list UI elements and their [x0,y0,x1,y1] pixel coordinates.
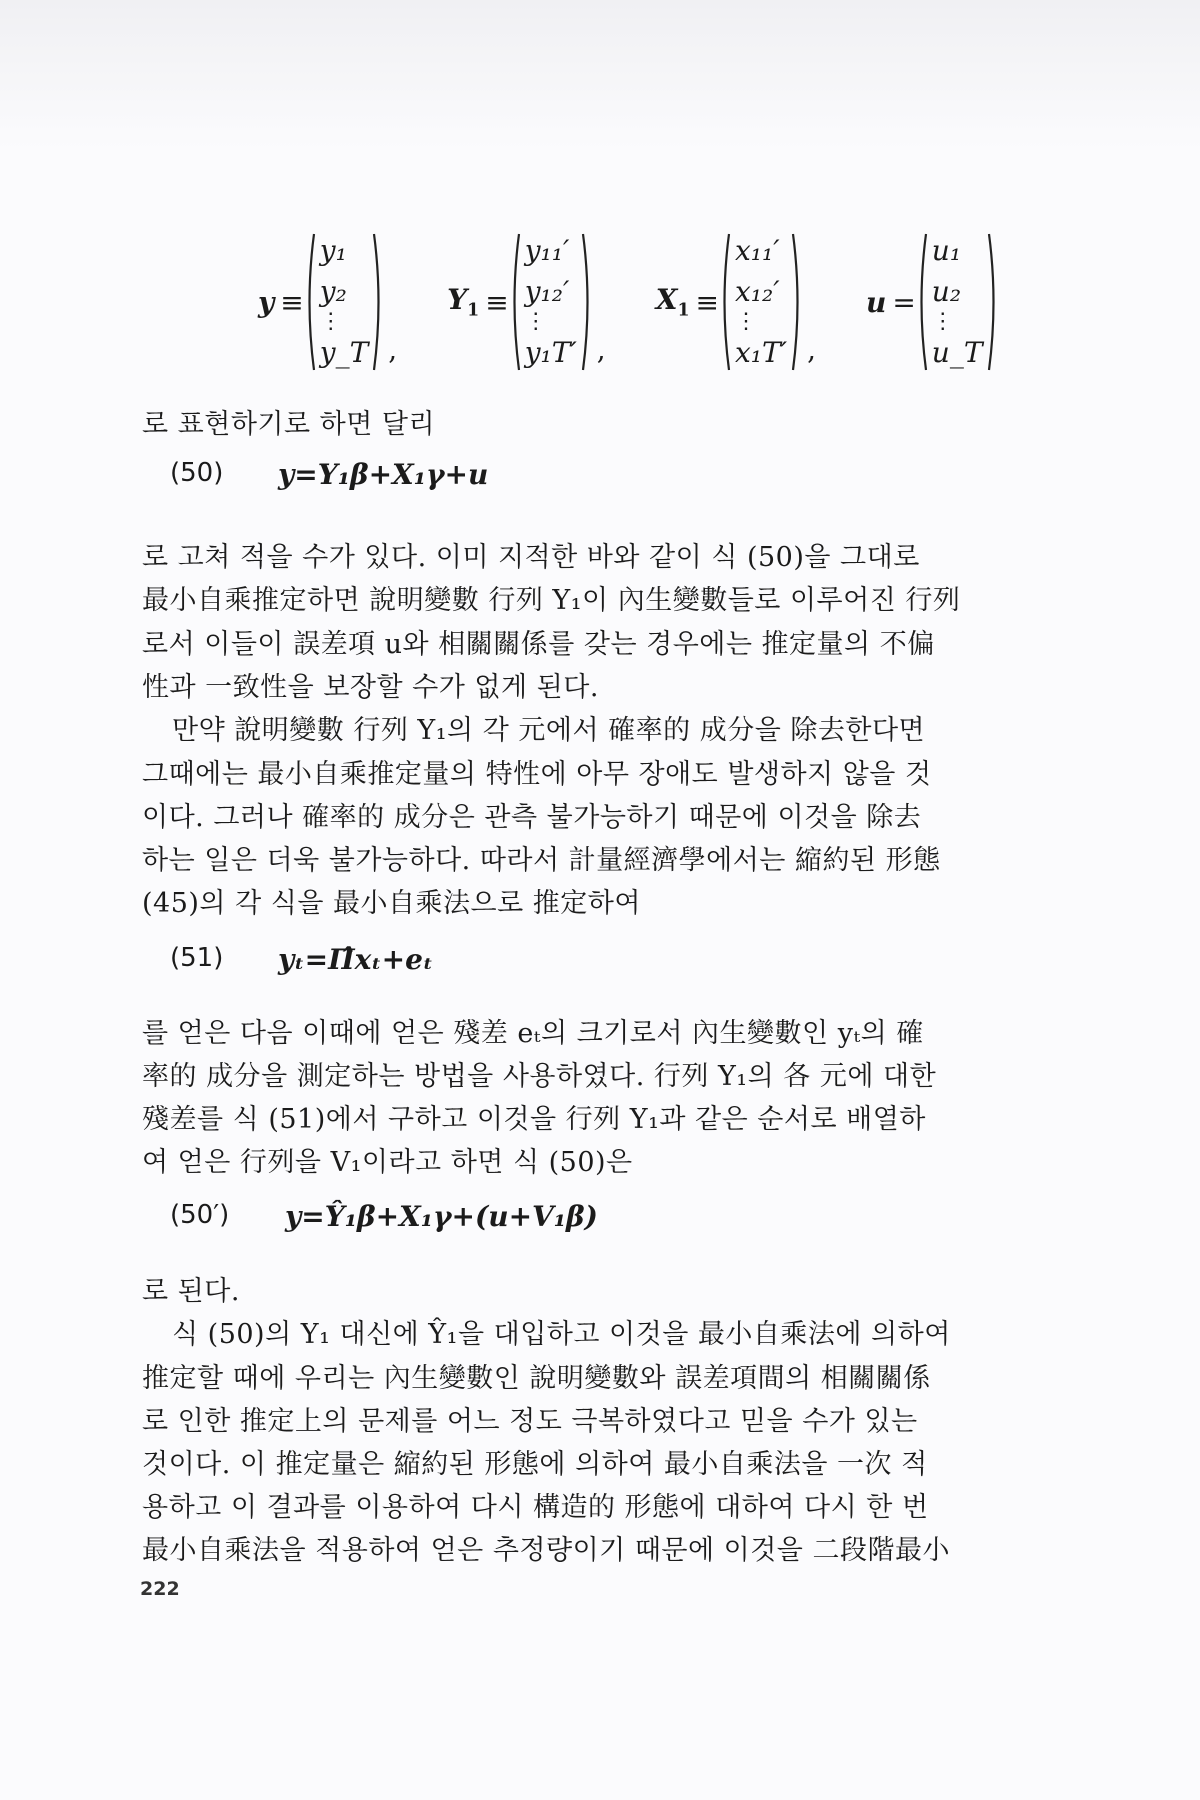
text-line: 로 인한 推定上의 문제를 어느 정도 극복하였다고 믿을 수가 있는 [142,1406,918,1437]
vector-label: $X_1$ [655,283,690,321]
vector-entry: x₁T′ [735,335,788,369]
text-line: 하는 일은 더욱 불가능하다. 따라서 計量經濟學에서는 縮約된 形態 [142,845,941,876]
vector-entry: y₂ [319,274,347,308]
equals-sign: = [892,285,916,319]
vector-entries [928,236,987,368]
text-line: 로 표현하기로 하면 달리 [142,409,436,440]
left-paren [719,232,731,372]
left-paren [304,232,316,372]
vector-entry: u₁ [931,234,962,267]
text-line: 그때에는 最小自乘推定量의 特性에 아무 장애도 발생하지 않을 것 [142,759,932,790]
equiv-sign: ≡ [485,285,509,319]
text-line: 식 (50)의 Y₁ 대신에 Ŷ₁을 대입하고 이것을 最小自乘法에 의하여 [172,1319,951,1350]
text-line: 로서 이들이 誤差項 u와 相關關係를 갖는 경우에는 推定量의 不偏 [142,629,935,660]
vertical-ellipsis: ⋮ [319,309,342,335]
vector-y [258,232,397,372]
vertical-ellipsis: ⋮ [524,309,547,335]
equation-body: yₜ=Π̂xₜ+eₜ [278,943,434,976]
vector-definitions [258,228,999,376]
text-line: 性과 一致性을 보장할 수가 없게 된다. [142,672,599,703]
vector-u [866,232,999,372]
vector-entry: y₁₂′ [524,274,570,308]
vector-entry: y₁ [319,234,347,267]
right-paren [372,232,384,372]
vertical-ellipsis: ⋮ [931,309,954,335]
comma: , [388,333,398,366]
vector-X1 [656,232,816,372]
vector-entry: u_T [931,335,983,369]
text-line: 最小自乘法을 적용하여 얻은 추정량이기 때문에 이것을 二段階最小 [142,1535,950,1566]
page-number: 222 [140,1578,180,1600]
vector-entry: y_T [319,335,369,369]
text-line: 용하고 이 결과를 이용하여 다시 構造的 形態에 대하여 다시 한 번 [142,1492,929,1523]
equation-body: y=Y₁β+X₁γ+u [278,458,489,491]
scan-shading [0,0,1200,150]
text-line: 이다. 그러나 確率的 成分은 관측 불가능하기 때문에 이것을 除去 [142,802,922,833]
vector-Y1 [447,232,606,372]
text-line: 殘差를 식 (51)에서 구하고 이것을 行列 Y₁과 같은 순서로 배열하 [142,1104,926,1135]
vector-entries [521,236,581,368]
text-line: (45)의 각 식을 最小自乘法으로 推定하여 [142,888,641,919]
text-line: 率的 成分을 測定하는 방법을 사용하였다. 行列 Y₁의 各 元에 대한 [142,1061,937,1092]
vector-label: $Y_1$ [447,283,480,321]
vector-entry: y₁₁′ [524,234,570,267]
equiv-sign: ≡ [280,285,304,319]
text-line: 推定할 때에 우리는 內生變數인 說明變數와 誤差項間의 相關關係 [142,1363,931,1394]
comma: , [807,333,816,366]
vector-entries [731,236,791,368]
vector-label: u [865,285,887,319]
right-paren [581,232,593,372]
text-line: 로 고쳐 적을 수가 있다. 이미 지적한 바와 같이 식 (50)을 그대로 [142,542,920,573]
equation-number: (50) [170,458,224,488]
left-paren [916,232,928,372]
equation-body: y=Ŷ₁β+X₁γ+(u+V₁β) [285,1200,598,1233]
text-line: 最小自乘推定하면 說明變數 行列 Y₁이 內生變數들로 이루어진 行列 [142,585,961,616]
equation-number: (50′) [170,1200,230,1230]
comma: , [596,333,606,366]
vector-entry: x₁₁′ [735,234,780,267]
text-line: 로 된다. [142,1276,240,1307]
text-line: 여 얻은 行列을 V₁이라고 하면 식 (50)은 [142,1147,633,1178]
vector-entry: x₁₂′ [735,274,780,308]
equiv-sign: ≡ [695,285,719,319]
right-paren [791,232,803,372]
text-line: 만약 說明變數 行列 Y₁의 각 元에서 確率的 成分을 除去한다면 [172,715,926,746]
text-line: 것이다. 이 推定量은 縮約된 形態에 의하여 最小自乘法을 一次 적 [142,1449,928,1480]
vertical-ellipsis: ⋮ [735,309,757,335]
vector-entry: u₂ [931,274,962,308]
equation-number: (51) [170,943,224,973]
vector-label: y [258,285,275,319]
text-line: 를 얻은 다음 이때에 얻은 殘差 eₜ의 크기로서 內生變數인 yₜ의 確 [142,1018,924,1049]
vector-entries [316,236,373,368]
right-paren [987,232,999,372]
vector-entry: y₁T′ [524,335,577,369]
left-paren [509,232,521,372]
